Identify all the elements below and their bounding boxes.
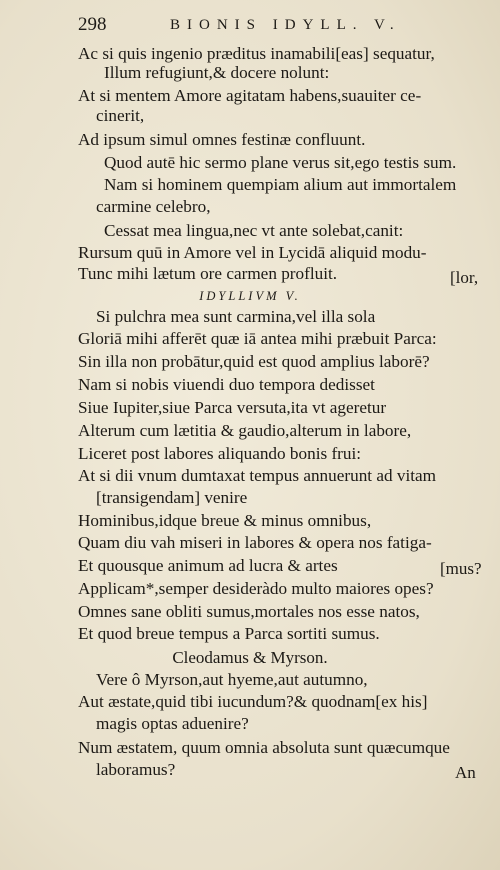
text-line: Num æstatem, quum omnia absoluta sunt quæcumque [78, 738, 450, 757]
text-line: At si mentem Amore agitatam habens,suauiter ce- [78, 86, 422, 105]
text-line: Siue Iupiter,siue Parca versuta,ita vt ageretur [78, 398, 387, 417]
text-line: Nam si hominem quempiam alium aut immortalem [104, 175, 457, 194]
catchword: An [455, 763, 476, 782]
text-line: Rursum quū in Amore vel in Lycidā aliquid modu- [78, 243, 427, 262]
text-line: Alterum cum lætitia & gaudio,alterum in labore, [78, 421, 412, 440]
page-number: 298 [78, 14, 107, 35]
text-line: cinerit, [96, 106, 145, 125]
text-line: Ac si quis ingenio præditus inamabili[eas] sequatur, [78, 44, 435, 63]
speakers-heading: Cleodamus & Myrson. [172, 648, 328, 667]
text-line: carmine celebro, [96, 197, 211, 216]
text-line: Quam diu vah miseri in labores & opera nos fatiga- [78, 533, 432, 552]
text-line: Vere ô Myrson,aut hyeme,aut autumno, [96, 670, 368, 689]
text-line: Quod autē hic sermo plane verus sit,ego testis sum. [104, 153, 457, 172]
text-line: Si pulchra mea sunt carmina,vel illa sola [96, 307, 376, 326]
text-line: Tunc mihi lætum ore carmen profluit. [78, 264, 338, 283]
text-line: Et quod breue tempus a Parca sortiti sumus. [78, 624, 380, 643]
text-line: laboramus? [96, 760, 176, 779]
text-line: [transigendam] venire [96, 488, 248, 507]
section-title: IDYLLIVM V. [199, 289, 301, 303]
text-line: At si dii vnum dumtaxat tempus annuerunt ad vitam [78, 466, 437, 485]
text-line: Cessat mea lingua,nec vt ante solebat,canit: [104, 221, 404, 240]
runover-bracket: [mus? [440, 559, 482, 578]
running-title: BIONIS IDYLL. V. [170, 17, 401, 33]
text-line: magis optas aduenire? [96, 714, 249, 733]
text-line: Ad ipsum simul omnes festinæ confluunt. [78, 130, 366, 149]
text-line: Illum refugiunt,& docere nolunt: [104, 63, 330, 82]
text-line: Sin illa non probātur,quid est quod amplius laborē? [78, 352, 430, 371]
page-header [78, 12, 490, 38]
text-line: Gloriā mihi afferēt quæ iā antea mihi præbuit Parca: [78, 329, 437, 348]
text-line: Aut æstate,quid tibi iucundum?& quodnam[ex his] [78, 692, 428, 711]
text-line: Hominibus,idque breue & minus omnibus, [78, 511, 372, 530]
text-line: Nam si nobis viuendi duo tempora dedisset [78, 375, 375, 394]
text-line: Liceret post labores aliquando bonis frui: [78, 444, 362, 463]
text-line: Et quousque animum ad lucra & artes [78, 556, 338, 575]
text-line: Applicam*,semper desideràdo multo maiores opes? [78, 579, 434, 598]
runover-bracket: [lor, [450, 268, 479, 287]
text-line: Omnes sane obliti sumus,mortales nos esse natos, [78, 602, 420, 621]
